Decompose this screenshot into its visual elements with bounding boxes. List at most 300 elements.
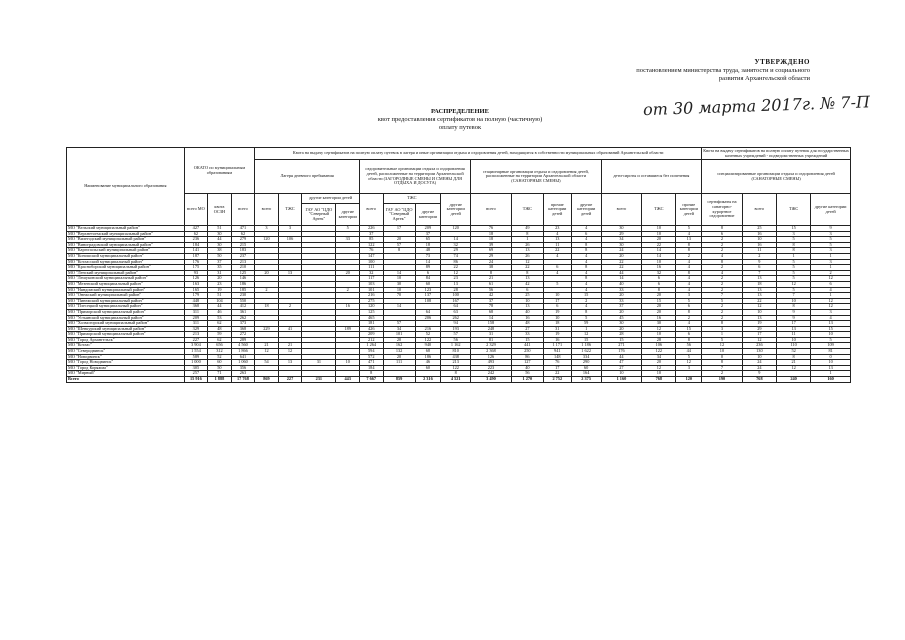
table-cell: 13 <box>742 315 776 321</box>
table-cell: 2 752 <box>543 377 571 383</box>
table-cell: 4 <box>676 231 702 237</box>
table-cell: 8 <box>676 248 702 254</box>
table-cell: 2 316 <box>415 377 441 383</box>
table-cell: 10 <box>383 287 415 293</box>
table-cell: 31 <box>471 332 512 338</box>
table-cell: 31 <box>543 326 571 332</box>
table-cell: 3 <box>811 309 851 315</box>
table-cell: 62 <box>208 337 232 343</box>
table-cell: 76 <box>471 226 512 232</box>
table-cell: 18 <box>471 237 512 243</box>
table-cell: 6 <box>543 265 571 271</box>
table-cell: 126 <box>471 354 512 360</box>
table-cell: 15 <box>511 337 543 343</box>
header-sir-other: прочие категории детей <box>676 194 702 226</box>
table-cell: 19 <box>543 332 571 338</box>
table-cell: 94 <box>441 321 471 327</box>
table-cell: 42 <box>511 281 543 287</box>
table-cell: 22 <box>543 371 571 377</box>
table-cell: 356 <box>231 365 255 371</box>
header-country-camps: оздоровительные организации отдыха и оздоровления детей, расположенные на территории Архангельской области (ЗАГОРОДНЫЕ СМЕНЫ И СМЕНЫ ДЛЯ ОТДЫХА И ДОСУГА) <box>359 160 470 194</box>
table-cell: 2 <box>702 315 743 321</box>
table-cell: 12 <box>278 349 302 355</box>
table-cell: 186 <box>415 354 441 360</box>
table-cell: 13 <box>676 237 702 243</box>
row-name: МО "Устьянский муниципальный район" <box>67 315 185 321</box>
row-name: МО "Вельский муниципальный район" <box>67 226 185 232</box>
table-cell: 76 <box>543 360 571 366</box>
row-name: МО "Лешуконский муниципальный район" <box>67 276 185 282</box>
table-cell: 12 <box>776 281 810 287</box>
table-cell: 14 <box>642 248 676 254</box>
table-cell: 15 <box>601 337 642 343</box>
table-cell: 4 <box>811 287 851 293</box>
table-cell: 125 <box>231 270 255 276</box>
row-name: МО "Виноградовский муниципальный район" <box>67 242 185 248</box>
document-heading <box>330 108 590 132</box>
table-cell: 9 <box>776 309 810 315</box>
table-cell: 13 <box>776 326 810 332</box>
table-cell: 84 <box>415 276 441 282</box>
table-cell: 132 <box>383 349 415 355</box>
table-cell: 6 <box>642 281 676 287</box>
header-day-all: всего <box>255 194 279 226</box>
table-cell: 4 <box>571 270 601 276</box>
table-cell: 56 <box>511 371 543 377</box>
table-cell: 8 <box>571 309 601 315</box>
table-cell: 16 <box>642 265 676 271</box>
document-title: РАСПРЕДЕЛЕНИЕ <box>431 108 489 115</box>
table-cell: 3 <box>676 293 702 299</box>
table-cell: 257 <box>184 371 208 377</box>
table-cell: 44 <box>601 354 642 360</box>
table-cell: 28 <box>441 287 471 293</box>
table-cell: 250 <box>511 349 543 355</box>
table-cell: 2 <box>571 298 601 304</box>
header-spec-other: другие категории детей <box>811 194 851 226</box>
table-cell: 37 <box>601 304 642 310</box>
table-cell: 2 <box>702 265 743 271</box>
row-name: МО "Онежский муниципальный район" <box>67 293 185 299</box>
table-cell: 223 <box>471 365 512 371</box>
table-cell: 23 <box>441 276 471 282</box>
table-cell: 193 <box>441 326 471 332</box>
table-cell: 13 <box>511 248 543 254</box>
table-cell: 10 <box>642 231 676 237</box>
table-cell: 4 <box>571 259 601 265</box>
table-cell: 215 <box>231 242 255 248</box>
table-cell: 5 <box>776 276 810 282</box>
table-cell: 329 <box>184 326 208 332</box>
table-cell: 81 <box>471 337 512 343</box>
header-day-camps: Лагеря дневного пребывания <box>255 160 360 194</box>
table-cell: 3 <box>811 259 851 265</box>
table-cell: 120 <box>676 377 702 383</box>
table-cell: 21 <box>255 343 279 349</box>
table-cell: 41 <box>278 326 302 332</box>
table-cell: 100 <box>441 293 471 299</box>
row-name: МО "Няндомский муниципальный район" <box>67 287 185 293</box>
table-cell: 62 <box>231 231 255 237</box>
table-cell: 64 <box>441 304 471 310</box>
row-name: МО "Верхнетоемский муниципальный район" <box>67 231 185 237</box>
table-cell: 2 <box>702 248 743 254</box>
table-cell: 14 <box>642 253 676 259</box>
table-cell: 71 <box>208 371 232 377</box>
table-cell: 209 <box>184 315 208 321</box>
table-cell: 20 <box>642 304 676 310</box>
row-name: МО "Приморский муниципальный район" <box>67 309 185 315</box>
table-cell: 57 <box>383 242 415 248</box>
table-cell: 4 <box>571 287 601 293</box>
table-cell: 4 560 <box>231 343 255 349</box>
table-cell: 51 <box>208 226 232 232</box>
table-cell: 15 <box>571 337 601 343</box>
table-cell: 59 <box>571 321 601 327</box>
table-cell: 40 <box>511 365 543 371</box>
table-cell: 10 <box>336 360 360 366</box>
table-cell: 108 <box>415 298 441 304</box>
table-cell: 289 <box>231 337 255 343</box>
table-cell: 361 <box>231 309 255 315</box>
table-cell: 262 <box>231 315 255 321</box>
table-cell: 471 <box>231 226 255 232</box>
table-cell: 52 <box>208 354 232 360</box>
table-cell: 13 <box>742 293 776 299</box>
table-cell: 368 <box>184 304 208 310</box>
table-cell: 12 <box>742 304 776 310</box>
header-quota-oszn: квота ОСЗН <box>208 194 232 226</box>
table-cell: 18 <box>415 242 441 248</box>
table-cell: 30 <box>601 226 642 232</box>
table-cell: 2 <box>702 276 743 282</box>
table-cell: 8 <box>776 304 810 310</box>
table-cell: 10 <box>642 226 676 232</box>
table-cell: 20 <box>642 293 676 299</box>
table-cell: 37 <box>359 231 383 237</box>
table-cell: 5 <box>676 354 702 360</box>
table-cell: 550 <box>231 298 255 304</box>
table-cell: 1 060 <box>231 360 255 366</box>
table-cell: 271 <box>601 343 642 349</box>
approval-line-1: постановлением министерства труда, занятости и социального <box>636 66 810 74</box>
table-cell: 56 <box>441 337 471 343</box>
table-cell: 443 <box>336 377 360 383</box>
table-cell: 8 <box>702 321 743 327</box>
table-cell: 20 <box>383 354 415 360</box>
table-cell: 5 <box>776 259 810 265</box>
table-cell: 19 <box>543 309 571 315</box>
table-cell: 46 <box>415 360 441 366</box>
table-cell: 29 <box>441 248 471 254</box>
table-cell: 10 <box>702 349 743 355</box>
table-cell: 20 <box>642 309 676 315</box>
table-cell: 8 <box>702 259 743 265</box>
table-cell: 70 <box>383 293 415 299</box>
table-cell: 412 <box>231 304 255 310</box>
table-cell: 62 <box>208 321 232 327</box>
header-spec-all: всего <box>742 194 776 226</box>
table-cell: 38 <box>471 265 512 271</box>
table-cell: 7 <box>702 293 743 299</box>
table-cell: 230 <box>231 293 255 299</box>
table-cell: 22 <box>511 265 543 271</box>
table-cell: 227 <box>184 337 208 343</box>
table-cell: 14 <box>441 237 471 243</box>
table-cell: 106 <box>278 237 302 243</box>
table-cell: 14 <box>415 259 441 265</box>
table-cell: 22 <box>742 298 776 304</box>
table-cell: 16 <box>742 231 776 237</box>
table-cell: 12 <box>811 298 851 304</box>
table-cell: 471 <box>359 360 383 366</box>
table-cell: 427 <box>184 226 208 232</box>
table-cell: 49 <box>511 226 543 232</box>
table-cell: 4 521 <box>441 377 471 383</box>
table-cell: 1 <box>776 253 810 259</box>
row-name: МО "Город Новодвинск" <box>67 360 185 366</box>
table-cell: 9 <box>811 226 851 232</box>
table-cell: 9 <box>742 259 776 265</box>
table-cell: 20 <box>208 276 232 282</box>
table-cell: 162 <box>383 343 415 349</box>
table-cell: 33 <box>511 332 543 338</box>
table-cell: 40 <box>601 281 642 287</box>
header-sir-all: всего <box>601 194 642 226</box>
table-cell: 941 <box>543 349 571 355</box>
table-cell: 20 <box>601 309 642 315</box>
table-cell: 2 <box>278 304 302 310</box>
table-cell: 46 <box>208 309 232 315</box>
table-cell: 4 <box>676 287 702 293</box>
table-cell: 12 <box>571 332 601 338</box>
table-cell: 52 <box>776 349 810 355</box>
table-cell: 12 <box>642 326 676 332</box>
table-cell: 164 <box>571 371 601 377</box>
table-cell: 52 <box>415 332 441 338</box>
table-cell: 28 <box>642 337 676 343</box>
table-cell: 5 <box>702 298 743 304</box>
table-cell: 160 <box>811 377 851 383</box>
table-cell: 19 <box>742 321 776 327</box>
table-cell: 122 <box>642 349 676 355</box>
table-cell: 20 <box>601 253 642 259</box>
row-name: МО "Коношский муниципальный район" <box>67 253 185 259</box>
table-cell: 17 <box>742 332 776 338</box>
table-cell: 248 <box>471 326 512 332</box>
table-cell: 183 <box>231 248 255 254</box>
table-cell: 16 <box>742 242 776 248</box>
table-cell: 32 <box>642 270 676 276</box>
table-cell: 61 <box>471 281 512 287</box>
table-cell: 104 <box>208 298 232 304</box>
table-cell: 16 <box>543 337 571 343</box>
distribution-table <box>66 147 851 383</box>
approval-block <box>550 58 810 84</box>
table-cell: 50 <box>208 365 232 371</box>
table-cell: 810 <box>441 349 471 355</box>
table-cell: 8 <box>511 231 543 237</box>
table-cell: 32 <box>359 270 383 276</box>
table-cell: 8 <box>571 265 601 271</box>
table-cell: 13 <box>811 321 851 327</box>
table-cell: 29 <box>742 326 776 332</box>
table-cell: 8 <box>511 270 543 276</box>
table-cell: 10 <box>511 298 543 304</box>
table-cell: 5 <box>776 265 810 271</box>
table-cell: 9 <box>742 371 776 377</box>
table-cell: 641 <box>231 354 255 360</box>
table-cell: 42 <box>471 293 512 299</box>
table-cell: 5 <box>543 281 571 287</box>
table-cell: 30 <box>642 321 676 327</box>
table-cell: 22 <box>441 265 471 271</box>
approval-title: УТВЕРЖДЕНО <box>754 58 810 66</box>
table-cell: 39 <box>471 242 512 248</box>
table-cell: 10 <box>383 276 415 282</box>
table-cell: 6 <box>676 332 702 338</box>
table-cell: 1 171 <box>543 343 571 349</box>
table-cell: 10 <box>642 371 676 377</box>
table-cell: 0 <box>811 354 851 360</box>
header-day-tzhs: ТЖС <box>278 194 302 226</box>
table-cell: 190 <box>702 377 743 383</box>
table-cell: 237 <box>231 253 255 259</box>
table-cell: 148 <box>543 354 571 360</box>
table-cell: 4 <box>571 237 601 243</box>
table-cell: 16 <box>642 315 676 321</box>
table-cell: 26 <box>511 242 543 248</box>
table-cell: 181 <box>359 321 383 327</box>
table-cell: 44 <box>208 304 232 310</box>
table-cell: 2 <box>702 242 743 248</box>
table-cell: 40 <box>511 309 543 315</box>
table-cell: 311 <box>184 321 208 327</box>
header-country-gau: ГАУ АО "ЦДО "Северный Артек" <box>383 204 415 226</box>
table-cell: 589 <box>184 354 208 360</box>
table-cell: 60 <box>571 365 601 371</box>
table-cell: 10 <box>776 298 810 304</box>
table-cell: 81 <box>811 349 851 355</box>
table-cell: 14 <box>601 276 642 282</box>
table-cell: 57 <box>383 321 415 327</box>
table-cell: 8 <box>383 248 415 254</box>
header-name: Наименование муниципального образования <box>67 148 185 226</box>
table-cell: 20 <box>255 270 279 276</box>
table-cell: 24 <box>471 259 512 265</box>
table-cell: 4 <box>702 270 743 276</box>
table-cell: 10 <box>642 332 676 338</box>
table-cell: 4 <box>571 304 601 310</box>
table-cell: 69 <box>471 248 512 254</box>
table-cell: 176 <box>601 349 642 355</box>
table-cell: 24 <box>742 365 776 371</box>
table-cell: 18 <box>255 304 279 310</box>
table-cell: 305 <box>184 365 208 371</box>
table-cell: 17 768 <box>231 377 255 383</box>
header-day-other: другие категории детей <box>302 194 360 204</box>
table-cell: 15 916 <box>184 377 208 383</box>
table-cell: 10 <box>642 259 676 265</box>
table-cell: 8 <box>776 354 810 360</box>
row-name: МО "Котласский муниципальный район" <box>67 259 185 265</box>
table-cell: 572 <box>359 354 383 360</box>
table-cell: 10 <box>811 332 851 338</box>
table-cell: 4 <box>702 253 743 259</box>
table-cell: 1 186 <box>571 343 601 349</box>
table-cell: 859 <box>383 377 415 383</box>
table-cell: 184 <box>359 365 383 371</box>
table-cell: 78 <box>471 304 512 310</box>
table-cell: 32 <box>441 242 471 248</box>
table-cell: 8 <box>441 371 471 377</box>
table-cell: 272 <box>231 332 255 338</box>
table-cell: 869 <box>255 377 279 383</box>
table-cell: 5 <box>811 242 851 248</box>
table-cell: 26 <box>511 253 543 259</box>
table-cell: 24 <box>601 248 642 254</box>
table-cell: 141 <box>184 248 208 254</box>
header-san-all: всего <box>471 194 512 226</box>
table-cell: 130 <box>742 349 776 355</box>
table-cell: 122 <box>415 337 441 343</box>
table-cell: 167 <box>441 298 471 304</box>
table-cell: 3 <box>676 365 702 371</box>
table-cell: 8 <box>702 360 743 366</box>
table-cell: 8 <box>676 309 702 315</box>
row-name: МО "Котлас" <box>67 343 185 349</box>
table-cell: 186 <box>231 281 255 287</box>
table-cell: 120 <box>441 226 471 232</box>
table-cell: 175 <box>184 265 208 271</box>
table-cell: 4 <box>676 265 702 271</box>
table-cell: 185 <box>231 287 255 293</box>
table-cell: 17 <box>383 226 415 232</box>
table-cell: 101 <box>359 287 383 293</box>
table-cell: 13 <box>742 287 776 293</box>
table-cell: 20 <box>642 237 676 243</box>
table-cell: 3 <box>811 231 851 237</box>
table-cell: 158 <box>471 321 512 327</box>
table-cell: 51 <box>208 293 232 299</box>
header-day-other-cat: другие категории <box>336 204 360 226</box>
table-cell: 7 <box>702 365 743 371</box>
table-cell: 212 <box>359 337 383 343</box>
table-cell: 2 329 <box>471 343 512 349</box>
table-cell: 10 <box>776 337 810 343</box>
table-cell: 242 <box>471 371 512 377</box>
header-day-gau: ГАУ АО "ЦДО "Северный Артек" <box>302 204 336 226</box>
table-cell: 22 <box>642 242 676 248</box>
table-cell: 206 <box>415 315 441 321</box>
table-cell: 279 <box>231 237 255 243</box>
row-name: МО "Холмогорский муниципальный район" <box>67 321 185 327</box>
table-cell: 44 <box>601 270 642 276</box>
table-cell: 27 <box>511 326 543 332</box>
table-cell: 12 <box>255 349 279 355</box>
table-cell: 120 <box>255 237 279 243</box>
table-cell: 17 <box>776 321 810 327</box>
table-cell: 45 <box>601 315 642 321</box>
table-cell: 12 <box>441 270 471 276</box>
table-cell: 3 904 <box>184 343 208 349</box>
table-cell: 120 <box>359 304 383 310</box>
table-cell: 2 <box>811 270 851 276</box>
table-cell: 37 <box>208 259 232 265</box>
table-cell: 290 <box>571 360 601 366</box>
table-cell: 213 <box>231 259 255 265</box>
table-cell: 111 <box>383 360 415 366</box>
